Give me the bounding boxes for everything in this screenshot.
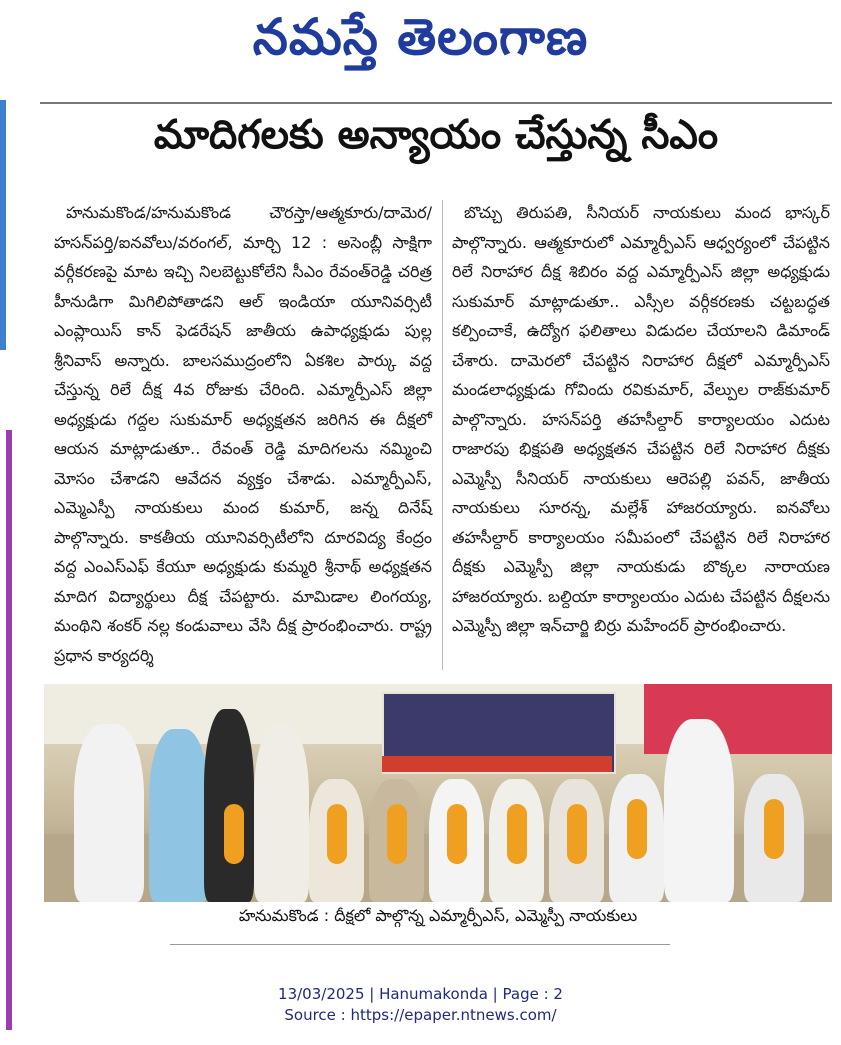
photo-person bbox=[664, 719, 734, 902]
article-text-right: బొచ్చు తిరుపతి, సీనియర్ నాయకులు మంద భాస్కర్ పాల్గొన్నారు. ఆత్మకూరులో ఎమ్మార్పీఎస్ ఆధ్వర్యంలో చేపట్టిన రిలే నిరాహార దీక్ష శిబిరం వద్ద ఎమ్మార్పీఎస్ జిల్లా అధ్యక్షుడు సుకుమార్ మాట్లాడుతూ.. ఎస్సీల వర్గీకరణకు చట్టబద్ధత కల్పించాకే, ఉద్యోగ ఫలితాలు విడుదల చేయాలని డిమాండ్ చేశారు. దామెరలో చేపట్టిన నిరాహార దీక్షలో ఎమ్మార్పీఎస్ మండలాధ్యక్షుడు గోవిందు రవికుమార్, వేల్పుల రాజ్‌కుమార్ పాల్గొన్నారు. హసన్‌పర్తి తహసీల్దార్ కార్యాలయం ఎదుట రాజారపు భిక్షపతి అధ్యక్షతన చేపట్టిన రిలే నిరాహార దీక్షకు ఎమ్మెస్పీ సీనియర్ నాయకులు ఆరెపల్లి పవన్, జాతీయ నాయకులు సూరన్న, మల్లేశ్ హాజరయ్యారు. ఐనవోలు తహసీల్దార్ కార్యాలయం సమీపంలో చేపట్టిన రిలే నిరాహార దీక్షకు ఎమ్మెస్పీ జిల్లా నాయకుడు బొక్కల నారాయణ హాజరయ్యారు. బల్దియా కార్యాలయం ఎదుట చేపట్టిన దీక్షలను ఎమ్మెస్పీ జిల్లా ఇన్‌చార్జి బిర్రు మహేందర్ ప్రారంభించారు. bbox=[452, 203, 830, 635]
photo-garland bbox=[627, 799, 647, 859]
footer-edition-info: 13/03/2025 | Hanumakonda | Page : 2 bbox=[278, 985, 563, 1003]
article-photo bbox=[44, 684, 832, 902]
column-divider bbox=[442, 200, 443, 670]
photo-person bbox=[74, 724, 144, 902]
adjacent-article-edge bbox=[0, 100, 14, 940]
article-column-left bbox=[54, 198, 432, 670]
photo-banner-strip bbox=[382, 756, 612, 772]
footer-source-link[interactable]: Source : https://epaper.ntnews.com/ bbox=[284, 1006, 557, 1024]
photo-garland bbox=[224, 804, 244, 864]
newspaper-masthead: నమస్తే తెలంగాణ bbox=[252, 8, 589, 66]
photo-garland bbox=[387, 804, 407, 864]
photo-garland bbox=[507, 804, 527, 864]
photo-person bbox=[254, 724, 309, 902]
article-headline: మాదిగలకు అన్యాయం చేస్తున్న సీఎం bbox=[153, 112, 719, 158]
photo-person bbox=[149, 729, 209, 902]
caption-rule bbox=[170, 944, 670, 945]
adjacent-purple-bar bbox=[6, 430, 12, 1030]
photo-garland bbox=[447, 804, 467, 864]
photo-garland bbox=[567, 804, 587, 864]
photo-garland bbox=[327, 804, 347, 864]
photo-caption: హనుమకొండ : దీక్షలో పాల్గొన్న ఎమ్మార్పీఎస్, ఎమ్మెస్పీ నాయకులు bbox=[238, 906, 638, 925]
photo-garland bbox=[764, 799, 784, 859]
article-text-left: హనుమకొండ/హనుమకొండ చౌరస్తా/ఆత్మకూరు/దామెర/హసన్‌పర్తి/ఐనవోలు/వరంగల్, మార్చి 12 : అసెంబ్లీ సాక్షిగా వర్గీకరణపై మాట ఇచ్చి నిలబెట్టుకోలేని సీఎం రేవంత్‌రెడ్డి చరిత్ర హీనుడిగా మిగిలిపోతాడని ఆల్ ఇండియా యూనివర్సిటీ ఎంప్లాయిస్ కాన్ ఫెడరేషన్ జాతీయ ఉపాధ్యక్షుడు పుల్ల శ్రీనివాస్ అన్నారు. బాలసముద్రంలోని ఏకశిల పార్కు వద్ద చేస్తున్న రిలే దీక్ష 4వ రోజుకు చేరింది. ఎమ్మార్పీఎస్ జిల్లా అధ్యక్షుడు గద్దల సుకుమార్ అధ్యక్షతన జరిగిన ఈ దీక్షలో ఆయన మాట్లాడుతూ.. రేవంత్ రెడ్డి మాదిగలను నమ్మించి మోసం చేశాడని ఆవేదన వ్యక్తం చేశాడు. ఎమ్మార్పీఎస్, ఎమ్మెఎస్పీ నాయకులు మంద కుమార్, జన్న దినేష్ పాల్గొన్నారు. కాకతీయ యూనివర్సిటీలోని దూరవిద్య కేంద్రం వద్ద ఎంఎస్‌ఎఫ్ కేయూ అధ్యక్షుడు కుమ్మరి శ్రీనాథ్ అధ్యక్షతన మాదిగ విద్యార్థులు దీక్ష చేపట్టారు. మామిడాల లింగయ్య, మంథిని శంకర్ నల్ల కండువాలు వేసి దీక్ష ప్రారంభించారు. రాష్ట్ర ప్రధాన కార్యదర్శి bbox=[54, 203, 432, 665]
article-column-right bbox=[452, 198, 830, 641]
headline-rule bbox=[40, 102, 832, 104]
adjacent-blue-bar bbox=[0, 100, 6, 350]
